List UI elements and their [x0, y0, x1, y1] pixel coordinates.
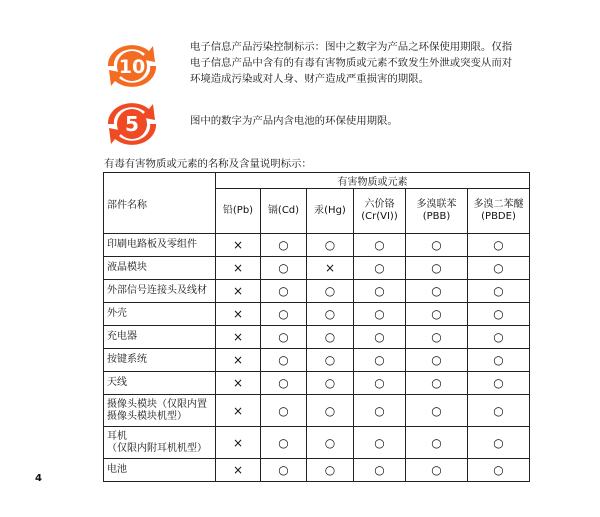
column-header-line: 六价铬 — [364, 199, 395, 210]
table-row — [104, 459, 530, 482]
substance-column-header — [406, 189, 468, 234]
table-row — [104, 326, 530, 349]
part-name-line: 外壳 — [107, 308, 127, 319]
paragraph-line: 电子信息产品污染控制标示：图中之数字为产品之环保使用期限。仅指 — [190, 41, 513, 53]
substance-value-cell: ○ — [406, 349, 468, 372]
substance-value-cell: ○ — [354, 459, 406, 482]
substance-value-cell: ○ — [307, 395, 354, 427]
substance-value-cell: ○ — [468, 459, 530, 482]
substance-value-cell: ○ — [468, 395, 530, 427]
substance-value-cell: ○ — [354, 349, 406, 372]
substance-value-cell: ○ — [307, 234, 354, 257]
part-name-line: 电池 — [107, 464, 127, 475]
column-header-line: (PBDE) — [481, 211, 516, 222]
table-row — [104, 257, 530, 280]
substance-value-cell: ○ — [261, 257, 307, 280]
substance-value-cell: ○ — [406, 234, 468, 257]
substance-value-cell: ○ — [406, 326, 468, 349]
part-name-cell — [104, 280, 216, 303]
substance-column-header — [261, 189, 307, 234]
pollution-control-paragraph — [190, 39, 540, 87]
part-name-line: 摄像头模块（仅限内置 — [107, 398, 207, 410]
part-name-cell — [104, 303, 216, 326]
substance-value-cell: ○ — [468, 349, 530, 372]
substance-value-cell: ○ — [354, 303, 406, 326]
part-name-line: 按键系统 — [107, 354, 147, 365]
part-name-line: 天线 — [107, 377, 127, 388]
column-header-line: 多溴二苯醚 — [473, 199, 524, 210]
substance-value-cell: ○ — [468, 257, 530, 280]
substance-value-cell: ○ — [354, 372, 406, 395]
substance-value-cell: ○ — [261, 303, 307, 326]
substance-value-cell: ○ — [261, 349, 307, 372]
table-row — [104, 427, 530, 459]
part-name-cell — [104, 459, 216, 482]
table-row — [104, 280, 530, 303]
substance-value-cell: ○ — [406, 280, 468, 303]
part-name-line: 外部信号连接头及线材 — [107, 285, 207, 296]
substance-value-cell: ○ — [261, 280, 307, 303]
substance-value-cell: ○ — [354, 427, 406, 459]
part-name-cell — [104, 326, 216, 349]
substance-value-cell: ○ — [406, 303, 468, 326]
part-name-cell — [104, 427, 216, 459]
part-name-cell — [104, 349, 216, 372]
part-name-cell — [104, 257, 216, 280]
part-name-line: 印刷电路板及零组件 — [107, 239, 197, 250]
substance-value-cell: ○ — [307, 372, 354, 395]
part-name-line: 耳机 — [107, 430, 127, 442]
page-number: 4 — [35, 473, 42, 484]
part-name-line: （仅限内附耳机机型） — [107, 442, 207, 454]
substance-value-cell: ○ — [261, 459, 307, 482]
column-header-line: 铅(Pb) — [222, 205, 254, 216]
substance-value-cell: ○ — [307, 303, 354, 326]
table-row — [104, 395, 530, 427]
substance-value-cell: ○ — [468, 326, 530, 349]
table-caption: 有毒有害物质或元素的名称及含量说明标示： — [104, 158, 312, 170]
table-row — [104, 303, 530, 326]
substances-group-header: 有害物质或元素 — [216, 173, 530, 189]
substance-value-cell: ○ — [354, 395, 406, 427]
table-row — [104, 372, 530, 395]
substance-value-cell: ○ — [468, 372, 530, 395]
substance-value-cell: ○ — [406, 257, 468, 280]
part-name-cell — [104, 234, 216, 257]
substance-value-cell: × — [216, 395, 261, 427]
column-header-line: 镉(Cd) — [267, 205, 300, 216]
substance-column-header — [354, 189, 406, 234]
eco-period-10-badge — [102, 42, 162, 90]
substance-value-cell: ○ — [307, 459, 354, 482]
substance-value-cell: ○ — [406, 427, 468, 459]
substance-value-cell: ○ — [261, 427, 307, 459]
substance-value-cell: ○ — [468, 234, 530, 257]
substance-value-cell: ○ — [307, 427, 354, 459]
substance-column-header — [307, 189, 354, 234]
substance-value-cell: ○ — [354, 280, 406, 303]
column-header-line: (PBB) — [422, 211, 451, 222]
substance-value-cell: × — [216, 349, 261, 372]
substance-value-cell: ○ — [307, 326, 354, 349]
column-header-line: 多溴联苯 — [416, 199, 457, 210]
paragraph-line: 环境造成污染或对人身、财产造成严重损害的期限。 — [190, 73, 429, 85]
part-name-line: 液晶模块 — [107, 262, 147, 273]
battery-period-paragraph: 图中的数字为产品内含电池的环保使用期限。 — [190, 115, 398, 127]
substance-value-cell: ○ — [406, 459, 468, 482]
hazardous-substances-table — [103, 172, 530, 482]
substance-value-cell: ○ — [261, 234, 307, 257]
substance-value-cell: ○ — [468, 303, 530, 326]
substance-value-cell: ○ — [406, 395, 468, 427]
badge-number: 5 — [125, 112, 139, 136]
substance-value-cell: × — [216, 257, 261, 280]
substance-value-cell: ○ — [354, 326, 406, 349]
part-name-header: 部件名称 — [104, 173, 216, 234]
substance-value-cell: × — [216, 427, 261, 459]
column-header-line: (Cr(VI)) — [361, 211, 398, 222]
substance-value-cell: ○ — [354, 234, 406, 257]
substance-column-header — [468, 189, 530, 234]
substance-value-cell: × — [216, 303, 261, 326]
paragraph-line: 电子信息产品中含有的有毒有害物质或元素不致发生外泄或突变从而对 — [190, 57, 513, 69]
substance-value-cell: × — [216, 280, 261, 303]
substance-value-cell: ○ — [406, 372, 468, 395]
substance-value-cell: ○ — [261, 326, 307, 349]
substance-value-cell: × — [216, 234, 261, 257]
table-row — [104, 349, 530, 372]
part-name-cell — [104, 372, 216, 395]
column-header-line: 汞(Hg) — [314, 205, 346, 216]
substance-value-cell: × — [216, 326, 261, 349]
table-row — [104, 234, 530, 257]
substance-value-cell: ○ — [354, 257, 406, 280]
substance-value-cell: ○ — [307, 280, 354, 303]
part-name-cell — [104, 395, 216, 427]
badge-number: 10 — [118, 56, 146, 78]
part-name-line: 充电器 — [107, 331, 137, 342]
substance-value-cell: × — [216, 459, 261, 482]
substance-value-cell: ○ — [307, 349, 354, 372]
substance-value-cell: ○ — [261, 372, 307, 395]
battery-eco-period-5-badge — [102, 100, 162, 148]
substance-value-cell: × — [307, 257, 354, 280]
part-name-line: 摄像头模块机型） — [107, 410, 187, 422]
substance-column-header — [216, 189, 261, 234]
substance-value-cell: ○ — [468, 280, 530, 303]
substance-value-cell: × — [216, 372, 261, 395]
substance-value-cell: ○ — [261, 395, 307, 427]
substance-value-cell: ○ — [468, 427, 530, 459]
